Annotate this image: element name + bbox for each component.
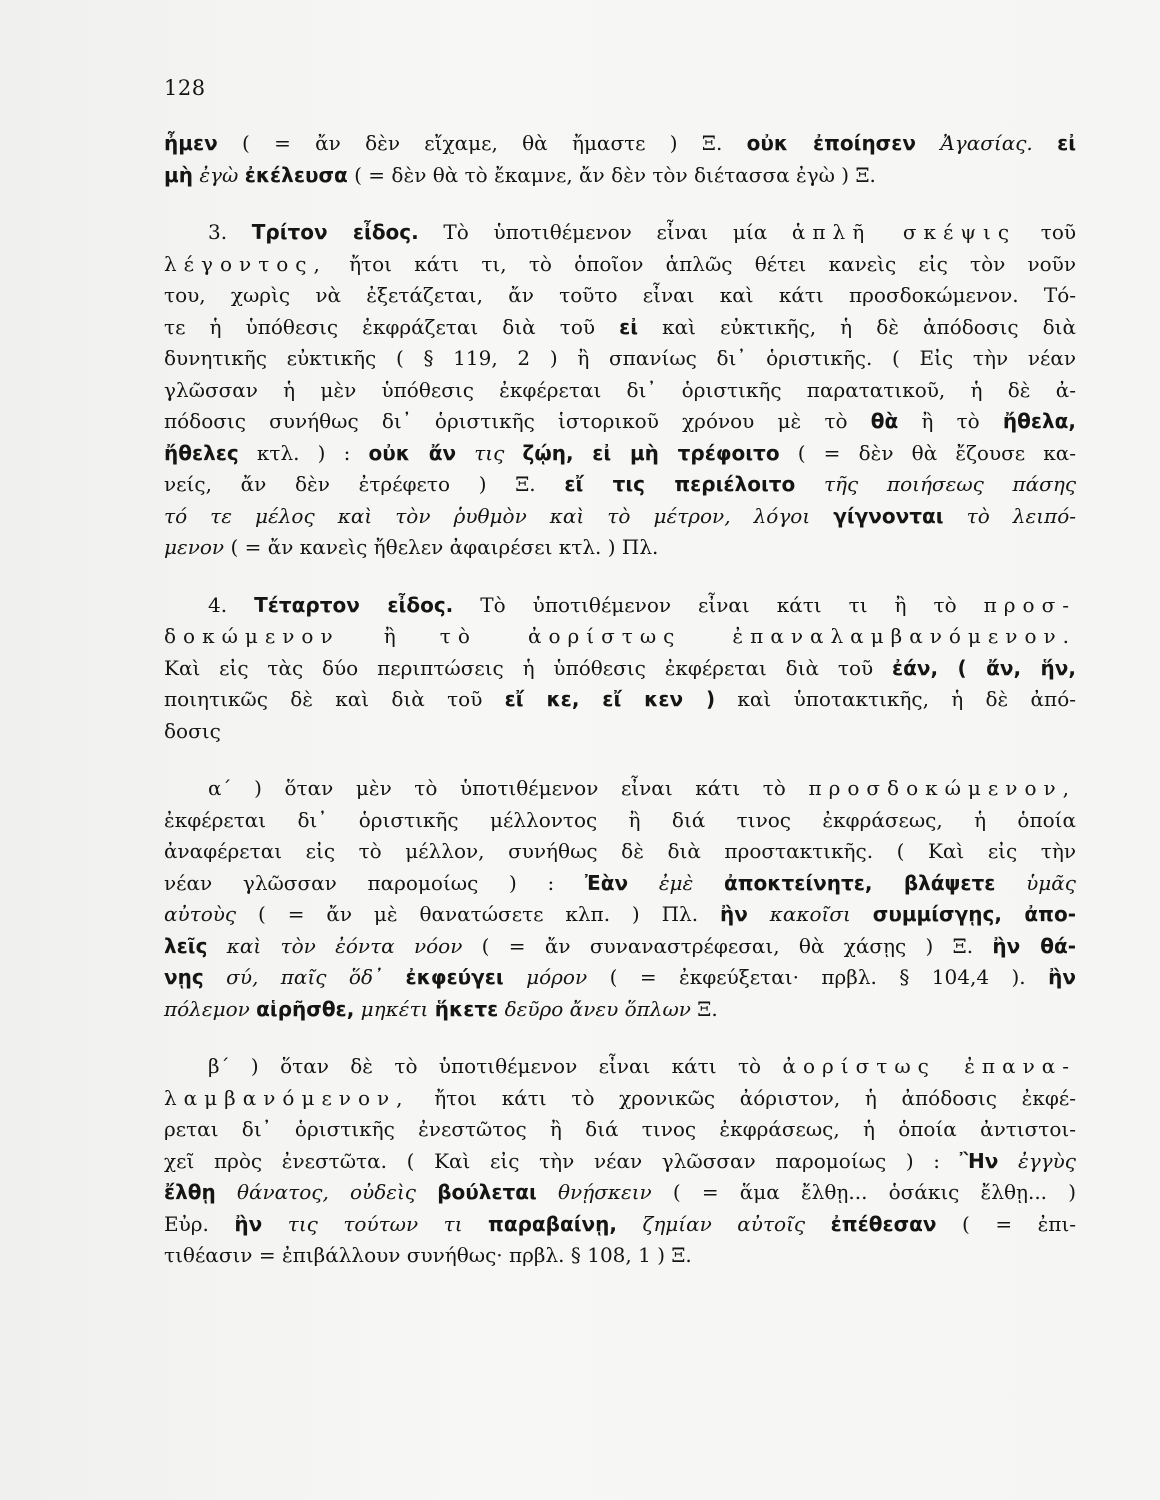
text-line: χεῖ πρὸς ἐνεστῶτα. ( Καὶ εἰς τὴν νέαν γλῶσσαν παρομοίως ) : Ἢν ἐγγὺς — [164, 1148, 1076, 1173]
text-line: τό τε μέλος καὶ τὸν ῥυθμὸν καὶ τὸ μέτρον, λόγοι γίγνονται τὸ λειπό- — [164, 503, 1076, 528]
text-line: γλῶσσαν ἡ μὲν ὑπόθεσις ἐκφέρεται δι᾽ ὁριστικῆς παρατατικοῦ, ἡ δὲ ἀ- — [164, 377, 1076, 402]
paragraph-1 — [164, 128, 1076, 191]
text-line: δυνητικῆς εὐκτικῆς ( § 119, 2 ) ἢ σπανίως δι᾽ ὁριστικῆς. ( Εἰς τὴν νέαν — [164, 346, 1076, 370]
text-line: νείς, ἄν δὲν ἐτρέφετο ) Ξ. εἴ τις περιέλοιτο τῆς ποιήσεως πάσης — [164, 472, 1077, 496]
text-line: 4. Τέταρτον εἶδος. Τὸ ὑποτιθέμενον εἶναι κάτι τι ἢ τὸ προσ- — [208, 592, 1076, 617]
text-line: τιθέασιν = ἐπιβάλλουν συνήθως· πρβλ. § 108, 1 ) Ξ. — [164, 1243, 692, 1267]
text-line: πόλεμον αἱρῆσθε, μηκέτι ἥκετε δεῦρο ἄνευ ὅπλων Ξ. — [164, 996, 718, 1021]
text-line: ποιητικῶς δὲ καὶ διὰ τοῦ εἴ κε, εἴ κεν ) καὶ ὑποτακτικῆς, ἡ δὲ ἀπό- — [164, 687, 1077, 711]
text-line: Καὶ εἰς τὰς δύο περιπτώσεις ἡ ὑπόθεσις ἐκφέρεται διὰ τοῦ ἐάν, ( ἄν, ἥν, — [164, 655, 1076, 680]
text-line: 3. Τρίτον εἶδος. Τὸ ὑποτιθέμενον εἶναι μία ἁπλῆ σκέψις τοῦ — [208, 220, 1077, 244]
text-line: ἐκφέρεται δι᾽ ὁριστικῆς μέλλοντος ἢ διά τινος ἐκφράσεως, ἡ ὁποία — [164, 807, 1076, 832]
text-line: β΄ ) ὅταν δὲ τὸ ὑποτιθέμενον εἶναι κάτι τὸ ἀορίστως ἐπανα- — [208, 1054, 1077, 1078]
paragraph-2 — [164, 217, 1076, 564]
text-line: α΄ ) ὅταν μὲν τὸ ὑποτιθέμενον εἶναι κάτι τὸ προσδοκώμενον, — [208, 776, 1076, 800]
text-line: δοσις — [164, 718, 221, 743]
section-heading: Τέταρτον εἶδος. — [254, 592, 454, 617]
paragraph-3 — [164, 590, 1076, 748]
text-line: του, χωρὶς νὰ ἐξετάζεται, ἄν τοῦτο εἶναι καὶ κάτι προσδοκώμενον. Τό- — [164, 283, 1076, 307]
text-line: νῃς σύ, παῖς ὅδ᾽ ἐκφεύγει μόρον ( = ἐκφεύξεται· πρβλ. § 104,4 ). ἢν — [164, 965, 1076, 989]
text-line: αὐτοὺς ( = ἄν μὲ θανατώσετε κλπ. ) Πλ. ἢν κακοῖσι συμμίσγῃς, ἀπο- — [164, 902, 1077, 926]
text-line: δοκώμενον ἢ τὸ ἀορίστως ἐπαναλαμβανόμενον. — [164, 624, 1077, 648]
text-line: πόδοσις συνήθως δι᾽ ὁριστικῆς ἱστορικοῦ χρόνου μὲ τὸ θὰ ἢ τὸ ἤθελα, — [164, 409, 1076, 433]
text-line: ἀναφέρεται εἰς τὸ μέλλον, συνήθως δὲ διὰ προστακτικῆς. ( Καὶ εἰς τὴν — [164, 839, 1076, 863]
text-line: μενον ( = ἄν κανεὶς ἤθελεν ἀφαιρέσει κτλ. ) Πλ. — [164, 535, 659, 559]
text-line: λαμβανόμενον, ἤτοι κάτι τὸ χρονικῶς ἀόριστον, ἡ ἀπόδοσις ἐκφέ- — [164, 1085, 1076, 1110]
paragraph-4 — [164, 773, 1076, 1025]
text-line: νέαν γλῶσσαν παρομοίως ) : Ἐὰν ἐμὲ ἀποκτείνητε, βλάψετε ὑμᾶς — [164, 870, 1076, 895]
text-line: λεῖς καὶ τὸν ἐόντα νόον ( = ἄν συναναστρέφεσαι, θὰ χάσῃς ) Ξ. ἢν θά- — [164, 933, 1076, 958]
section-heading: Τρίτον εἶδος. — [251, 220, 419, 244]
page-number: 128 — [164, 76, 206, 100]
body-text — [164, 128, 1076, 1272]
text-line: τε ἡ ὑπόθεσις ἐκφράζεται διὰ τοῦ εἰ καὶ εὐκτικῆς, ἡ δὲ ἀπόδοσις διὰ — [164, 314, 1076, 339]
text-line: ἔλθῃ θάνατος, οὐδεὶς βούλεται θνῄσκειν ( = ἅμα ἔλθῃ... ὁσάκις ἔλθῃ... ) — [164, 1180, 1077, 1204]
text-line: ἤθελες κτλ. ) : οὐκ ἄν τις ζῴη, εἰ μὴ τρέφοιτο ( = δὲν θὰ ἔζουσε κα- — [164, 440, 1077, 465]
text-line: λέγοντος, ἤτοι κάτι τι, τὸ ὁποῖον ἁπλῶς θέτει κανεὶς εἰς τὸν νοῦν — [164, 251, 1076, 276]
text-line: Εὐρ. ἢν τις τούτων τι παραβαίνῃ, ζημίαν αὐτοῖς ἐπέθεσαν ( = ἐπι- — [164, 1211, 1077, 1236]
text-line: ἦμεν ( = ἄν δὲν εἴχαμε, θὰ ἤμαστε ) Ξ. οὐκ ἐποίησεν Ἀγασίας. εἰ — [164, 131, 1077, 155]
paragraph-5 — [164, 1051, 1076, 1272]
text-line: ρεται δι᾽ ὁριστικῆς ἐνεστῶτος ἢ διά τινος ἐκφράσεως, ἡ ὁποία ἀντιστοι- — [164, 1117, 1076, 1141]
text-line: μὴ ἐγὼ ἐκέλευσα ( = δὲν θὰ τὸ ἔκαμνε, ἄν δὲν τὸν διέτασσα ἐγὼ ) Ξ. — [164, 162, 876, 187]
